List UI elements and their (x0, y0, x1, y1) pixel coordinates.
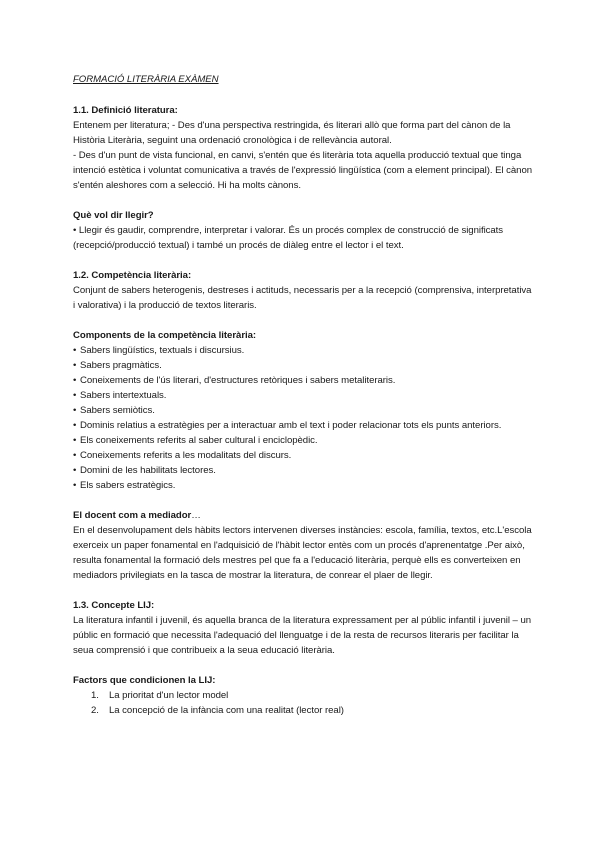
list-item: • Sabers semiòtics. (73, 403, 533, 418)
list-item: • Dominis relatius a estratègies per a interactuar amb el text i poder relacionar tots els punts anteriors. (73, 418, 533, 433)
section-heading: Components de la competència literària: (73, 330, 257, 341)
section-heading-line (73, 508, 533, 523)
document-page (73, 72, 533, 733)
section-definicio-literatura (73, 103, 533, 193)
document-title: FORMACIÓ LITERÀRIA EXÀMEN (73, 74, 219, 85)
section-concepte-lij (73, 598, 533, 658)
numbered-list (73, 688, 533, 718)
section-heading: El docent com a mediador (73, 510, 192, 521)
bullet-list (73, 343, 533, 493)
list-item: • Sabers intertextuals. (73, 388, 533, 403)
list-item: • Coneixements referits a les modalitats del discurs. (73, 448, 533, 463)
list-item: • Sabers pragmàtics. (73, 358, 533, 373)
section-factors-lij (73, 673, 533, 718)
list-number: 2. (91, 705, 99, 716)
paragraph: Conjunt de sabers heterogenis, destreses i actituds, necessaris per a la recepció (comprensiva, interpretativa i valorativa) i la producció de textos literaris. (73, 285, 532, 311)
paragraph: En el desenvolupament dels hàbits lectors intervenen diverses instàncies: escola, família, textos, etc.L'escola exerceix un paper fonamental en l'adquisició de l'hàbit lector entès com un procés d'aprenentatge .Per això, resulta fonamental la formació dels mestres pel que fa a l'educació literària, perquè ells es converteixen en mediadors privilegiats en la tasca de mostrar la literatura, de conrear el plaer de llegir. (73, 525, 532, 581)
section-competencia-literaria (73, 268, 533, 313)
list-item-text: La concepció de la infància com una realitat (lector real) (109, 705, 344, 716)
list-number: 1. (91, 690, 99, 701)
section-heading: 1.1. Definició literatura: (73, 105, 178, 116)
section-components (73, 328, 533, 493)
section-que-vol-dir-llegir (73, 208, 533, 253)
section-docent-mediador (73, 508, 533, 583)
list-item: • Els coneixements referits al saber cultural i enciclopèdic. (73, 433, 533, 448)
section-heading: Què vol dir llegir? (73, 210, 154, 221)
list-item: • Els sabers estratègics. (73, 478, 533, 493)
list-item: • Coneixements de l'ús literari, d'estructures retòriques i sabers metaliteraris. (73, 373, 533, 388)
section-heading: 1.2. Competència literària: (73, 270, 192, 281)
list-item-text: La prioritat d'un lector model (109, 690, 229, 701)
heading-ellipsis: … (191, 510, 201, 521)
section-heading: Factors que condicionen la LIJ: (73, 675, 216, 686)
paragraph: Entenem per literatura; - Des d'una perspectiva restringida, és literari allò que forma part del cànon de la Història Literària, seguint una ordenació cronològica i de rellevància autoral. (73, 120, 511, 146)
paragraph: - Des d'un punt de vista funcional, en canvi, s'entén que és literària tota aquella producció textual que tinga intenció estètica i voluntat comunicativa a través de l'expressió lingüística (com a element principal). El cànon s'entén aleshores com a selecció. Hi ha molts cànons. (73, 150, 533, 191)
section-heading: 1.3. Concepte LIJ: (73, 600, 155, 611)
list-item (91, 703, 533, 718)
list-item (91, 688, 533, 703)
paragraph: • Llegir és gaudir, comprendre, interpretar i valorar. És un procés complex de construcció de significats (recepció/producció textual) i també un procés de diàleg entre el lector i el text. (73, 225, 504, 251)
list-item: • Domini de les habilitats lectores. (73, 463, 533, 478)
paragraph: La literatura infantil i juvenil, és aquella branca de la literatura expressament per al públic infantil i juvenil – un públic en formació que necessita l'adequació del llenguatge i de la resta de recursos literaris per facilitar la seua comprensió i que contribueix a la seua educació literària. (73, 615, 532, 656)
list-item: • Sabers lingüístics, textuals i discursius. (73, 343, 533, 358)
